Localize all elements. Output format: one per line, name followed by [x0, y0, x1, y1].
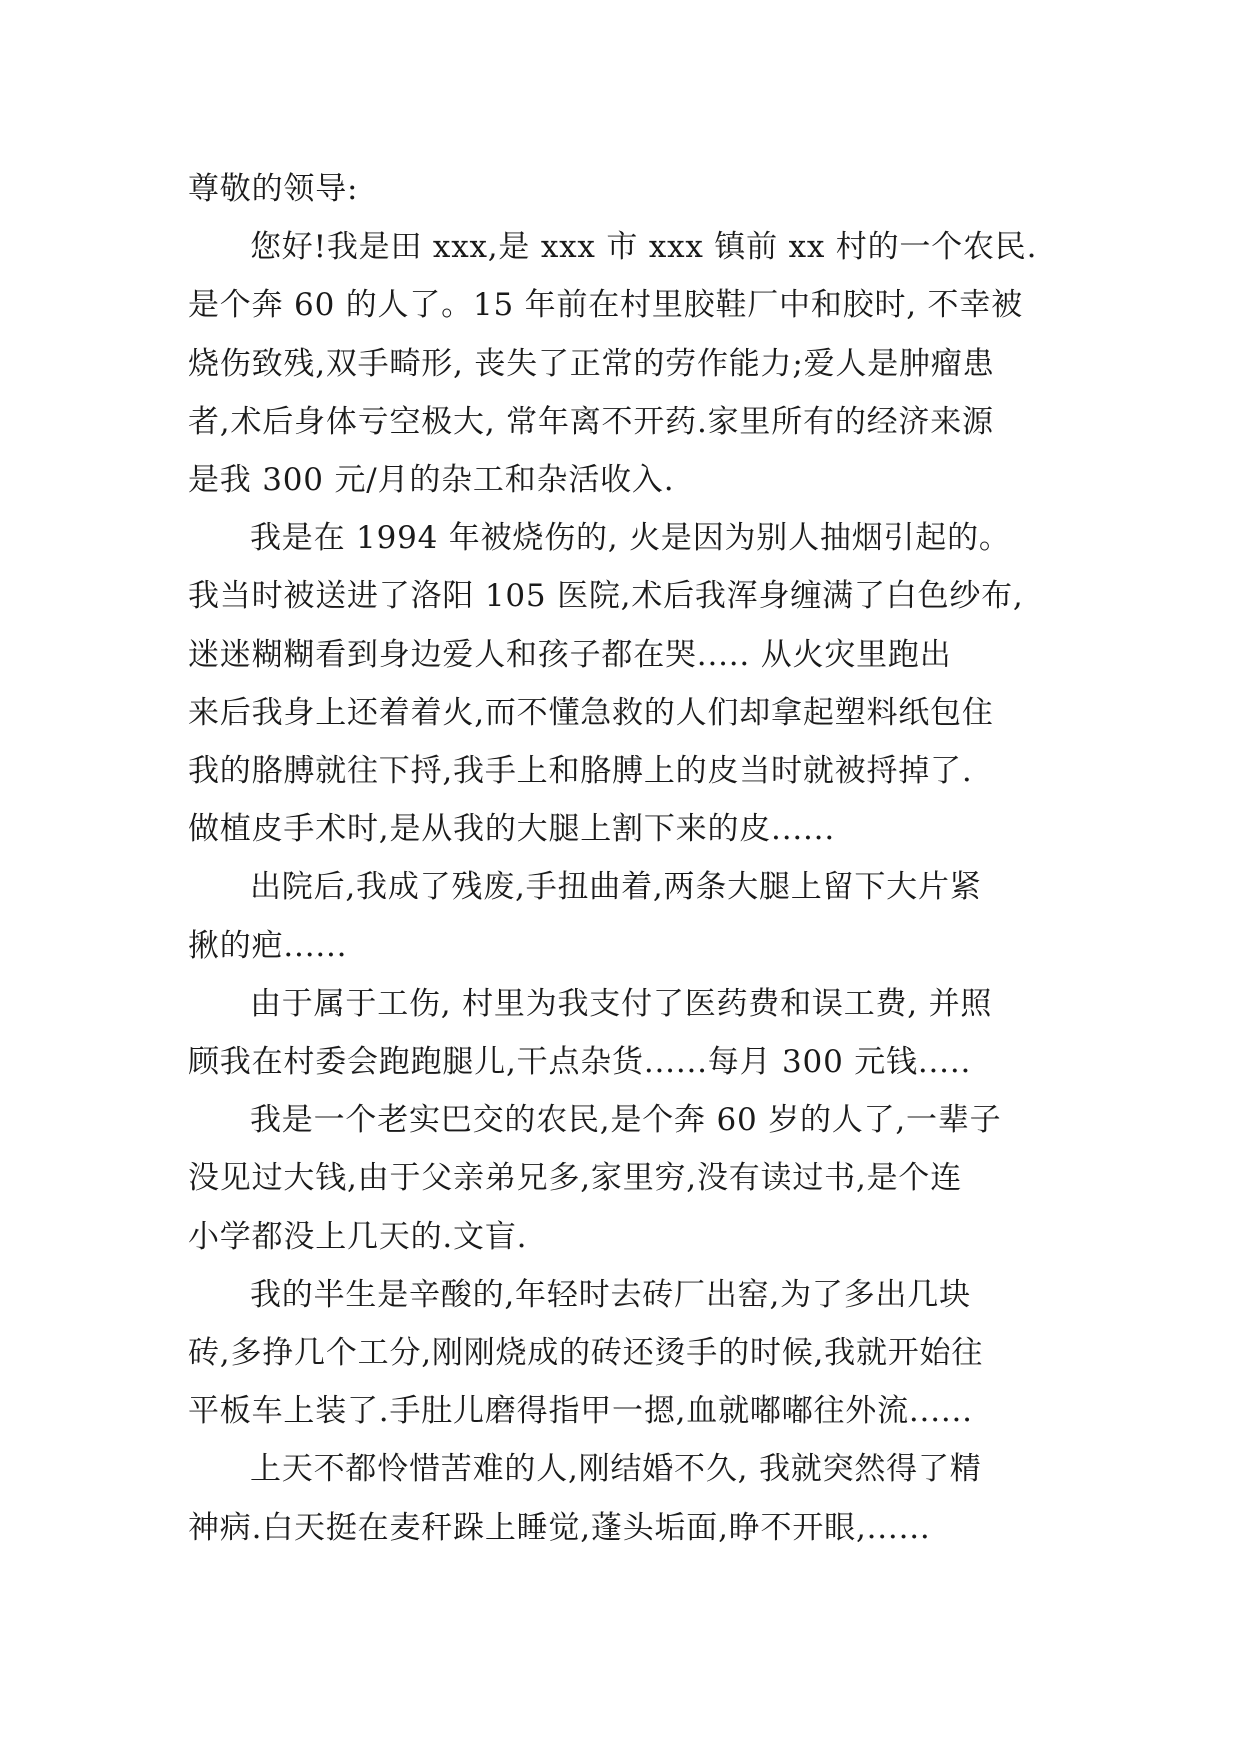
text-line: 者,术后身体亏空极大, 常年离不开药.家里所有的经济来源: [188, 403, 994, 440]
paragraph: [188, 858, 1058, 974]
paragraph: [188, 1440, 1058, 1556]
paragraph: [188, 509, 1058, 858]
text-line: 您好!我是田 xxx,是 xxx 市 xxx 镇前 xx 村的一个农民.: [250, 229, 1038, 266]
text-line: 我是在 1994 年被烧伤的, 火是因为别人抽烟引起的。: [250, 520, 1011, 557]
text-line: 出院后,我成了残废,手扭曲着,两条大腿上留下大片紧: [250, 869, 982, 906]
text-line: 我当时被送进了洛阳 105 医院,术后我浑身缠满了白色纱布,: [188, 578, 1024, 615]
paragraph: [188, 1091, 1058, 1266]
text-line: 揪的疤......: [188, 927, 348, 964]
text-line: 我的半生是辛酸的,年轻时去砖厂出窑,为了多出几块: [250, 1276, 971, 1313]
text-line: 小学都没上几天的.文盲.: [188, 1218, 528, 1255]
text-line: 我是一个老实巴交的农民,是个奔 60 岁的人了,一辈子: [250, 1102, 1002, 1139]
text-line: 迷迷糊糊看到身边爱人和孩子都在哭..... 从火灾里跑出: [188, 636, 952, 673]
letter-body: [188, 160, 1058, 1557]
text-line: 我的胳膊就往下捋,我手上和胳膊上的皮当时就被捋掉了.: [188, 753, 973, 790]
paragraph: [188, 1266, 1058, 1441]
text-line: 是个奔 60 的人了。15 年前在村里胶鞋厂中和胶时, 不幸被: [188, 287, 1023, 324]
text-line: 由于属于工伤, 村里为我支付了医药费和误工费, 并照: [250, 985, 993, 1022]
text-line: 没见过大钱,由于父亲弟兄多,家里穷,没有读过书,是个连: [188, 1160, 963, 1197]
text-line: 平板车上装了.手肚儿磨得指甲一摁,血就嘟嘟往外流......: [188, 1393, 973, 1430]
text-line: 做植皮手术时,是从我的大腿上割下来的皮......: [188, 811, 835, 848]
text-line: 是我 300 元/月的杂工和杂活收入.: [188, 462, 675, 499]
salutation: 尊敬的领导:: [188, 171, 359, 207]
text-line: 神病.白天挺在麦秆跺上睡觉,蓬头垢面,睁不开眼,......: [188, 1509, 931, 1546]
text-line: 上天不都怜惜苦难的人,刚结婚不久, 我就突然得了精: [250, 1451, 982, 1488]
paragraph: [188, 975, 1058, 1091]
text-line: 顾我在村委会跑跑腿儿,干点杂货......每月 300 元钱.....: [188, 1044, 972, 1081]
text-line: 来后我身上还着着火,而不懂急救的人们却拿起塑料纸包住: [188, 694, 994, 731]
text-line: 烧伤致残,双手畸形, 丧失了正常的劳作能力;爱人是肿瘤患: [188, 345, 995, 382]
text-line: 砖,多挣几个工分,刚刚烧成的砖还烫手的时候,我就开始往: [188, 1335, 984, 1372]
paragraph: [188, 218, 1058, 509]
